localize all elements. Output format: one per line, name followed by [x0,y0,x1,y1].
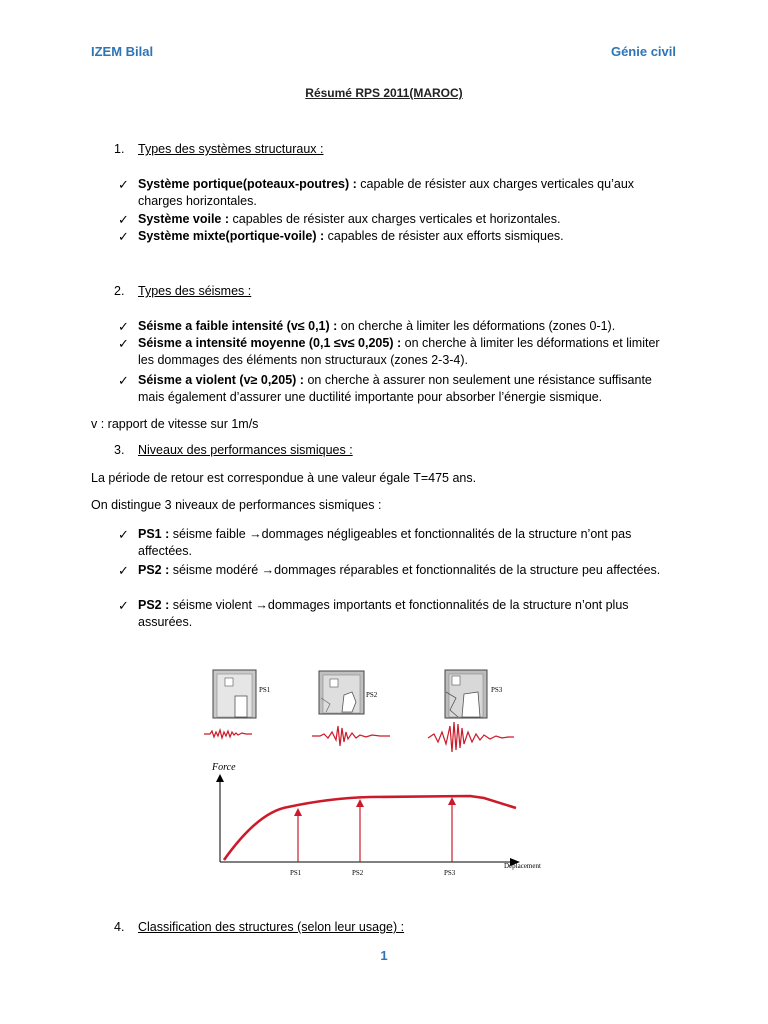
building-label: PS3 [491,686,503,694]
return-period: La période de retour est correspondue à une valeur égale T=475 ans. [91,471,477,485]
header-field: Génie civil [610,44,676,59]
building-ps1-image [213,670,256,718]
checkmark-icon: ✓ [118,336,129,351]
marker-ps1 [294,808,302,862]
marker-label: PS1 [290,869,302,877]
y-axis-arrow-icon [216,774,224,782]
marker-ps3 [448,797,456,862]
section-number: 4. [114,920,125,934]
list-item: ✓ Système mixte(portique-voile) : capables de résister aux efforts sismiques. [118,229,564,244]
page-number: 1 [380,948,388,963]
checkmark-icon: ✓ [118,212,129,227]
building-ps3-image [445,670,487,718]
section-number: 3. [114,443,125,457]
checkmark-icon: ✓ [118,598,129,613]
checkmark-icon: ✓ [118,527,129,542]
marker-label: PS3 [444,869,456,877]
capacity-curve [224,796,516,860]
section-title: Types des systèmes structuraux : [138,142,324,156]
building-ps2-image [319,671,364,714]
y-axis-label: Force [212,762,236,773]
section-number: 2. [114,284,125,298]
building-label: PS2 [366,691,378,699]
seismogram-ps3 [428,722,514,752]
levels-intro: On distingue 3 niveaux de performances sismiques : [91,498,382,512]
list-item: ✓ Système portique(poteaux-poutres) : capable de résister aux charges verticales qu’aux charges horizontales. [118,177,635,208]
checkmark-icon: ✓ [118,177,129,192]
list-item: ✓ PS1 : séisme faible →dommages négligeables et fonctionnalités de la structure n’ont pas affectées. [118,527,632,558]
section-title: Types des séismes : [138,284,252,298]
page-title: Résumé RPS 2011(MAROC) [305,86,463,100]
performance-figure [180,662,600,884]
checkmark-icon: ✓ [118,563,129,578]
marker-ps2 [356,799,364,862]
checkmark-icon: ✓ [118,373,129,388]
section-title: Classification des structures (selon leur usage) : [138,920,405,934]
building-label: PS1 [259,686,271,694]
section-title: Niveaux des performances sismiques : [138,443,353,457]
section-number: 1. [114,142,125,156]
header-author: IZEM Bilal [91,44,154,59]
x-axis-label: Déplacement [504,862,541,870]
marker-label: PS2 [352,869,364,877]
list-item: ✓ Séisme a violent (v≥ 0,205) : on cherche à assurer non seulement une résistance suffisante mais également d’assurer une ductilité importante pour absorber l’énergie sismique. [118,373,652,404]
list-item: ✓ Système voile : capables de résister aux charges verticales et horizontales. [118,212,561,227]
checkmark-icon: ✓ [118,319,129,334]
list-item: ✓ PS2 : séisme modéré →dommages réparables et fonctionnalités de la structure peu affectées. [118,563,661,578]
seismogram-ps1 [204,730,252,738]
list-item: ✓ Séisme a faible intensité (v≤ 0,1) : on cherche à limiter les déformations (zones 0-1). [118,319,616,334]
velocity-note: v : rapport de vitesse sur 1m/s [91,417,259,431]
list-item: ✓ PS2 : séisme violent →dommages importants et fonctionnalités de la structure n’ont plus assurées. [118,598,629,629]
checkmark-icon: ✓ [118,229,129,244]
seismogram-ps2 [312,726,390,746]
list-item: ✓ Séisme a intensité moyenne (0,1 ≤v≤ 0,205) : on cherche à limiter les déformations et limiter les dommages des éléments non structuraux (zones 2-3-4). [118,336,660,367]
